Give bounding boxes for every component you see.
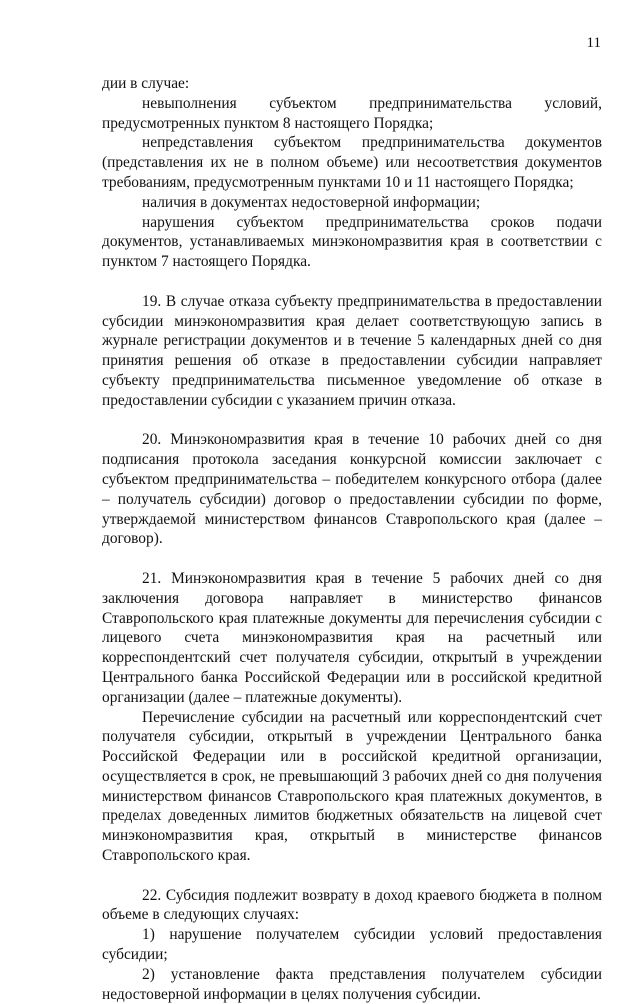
clause-22-item-1: 1) нарушение получателем субсидии условий предоставления субсидии; <box>102 926 602 964</box>
clause-22: 22. Субсидия подлежит возврату в доход краевого бюджета в полном объеме в следующих случаях: <box>102 886 602 924</box>
paragraph-continuation: дии в случае: <box>102 75 190 92</box>
clause-21-transfer: Перечисление субсидии на расчетный или корреспондентский счет получателя субсидии, открытый в учреждении Центрального банка Российской Федерации или в российской кредитной организации, осуществляется в срок, не превышающий 3 рабочих дней со дня получения министерством финансов Ставропольского края платежных документов, в пределах доведенных лимитов бюджетных обязательств на лицевой счет минэкономразвития края, открытый в министерстве финансов Ставропольского края. <box>102 708 602 865</box>
clause-22-item-2: 2) установление факта представления получателем субсидии недостоверной информации в целях получения субсидии. <box>102 965 602 1003</box>
list-item-false-information: наличия в документах недостоверной информации; <box>142 193 481 211</box>
list-item-documents-missing: непредставления субъектом предпринимательства документов (представления их не в полном объеме) или несоответствия документов требованиям, предусмотренным пунктами 10 и 11 настоящего Порядка; <box>102 134 602 191</box>
list-item-condition-violation: невыполнения субъектом предпринимательства условий, предусмотренных пунктом 8 настоящего Порядка; <box>102 94 602 132</box>
clause-20: 20. Минэкономразвития края в течение 10 рабочих дней со дня подписания протокола заседания конкурсной комиссии заключает с субъектом предпринимательства – победителем конкурсного отбора (далее – получатель субсидии) договор о предоставлении субсидии по форме, утверждаемой министерством финансов Ставропольского края (далее – договор). <box>102 431 602 548</box>
list-item-deadline-violation: нарушения субъектом предпринимательства сроков подачи документов, устанавливаемых минэкономразвития края в соответствии с пунктом 7 настоящего Порядка. <box>102 213 602 271</box>
page-number: 11 <box>586 35 601 51</box>
clause-19: 19. В случае отказа субъекту предпринимательства в предоставлении субсидии минэкономразвития края делает соответствующую запись в журнале регистрации документов и в течение 5 календарных дней со дня принятия решения об отказе в предоставлении субсидии направляет субъекту предпринимательства письменное уведомление об отказе в предоставлении субсидии с указанием причин отказа. <box>102 292 602 409</box>
clause-21: 21. Минэкономразвития края в течение 5 рабочих дней со дня заключения договора направляет в министерство финансов Ставропольского края платежные документы для перечисления субсидии с лицевого счета минэкономразвития края на расчетный или корреспондентский счет получателя субсидии, открытый в учреждении Центрального банка Российской Федерации или в российской кредитной организации (далее – платежные документы). <box>102 569 602 706</box>
document-body <box>102 74 602 1004</box>
